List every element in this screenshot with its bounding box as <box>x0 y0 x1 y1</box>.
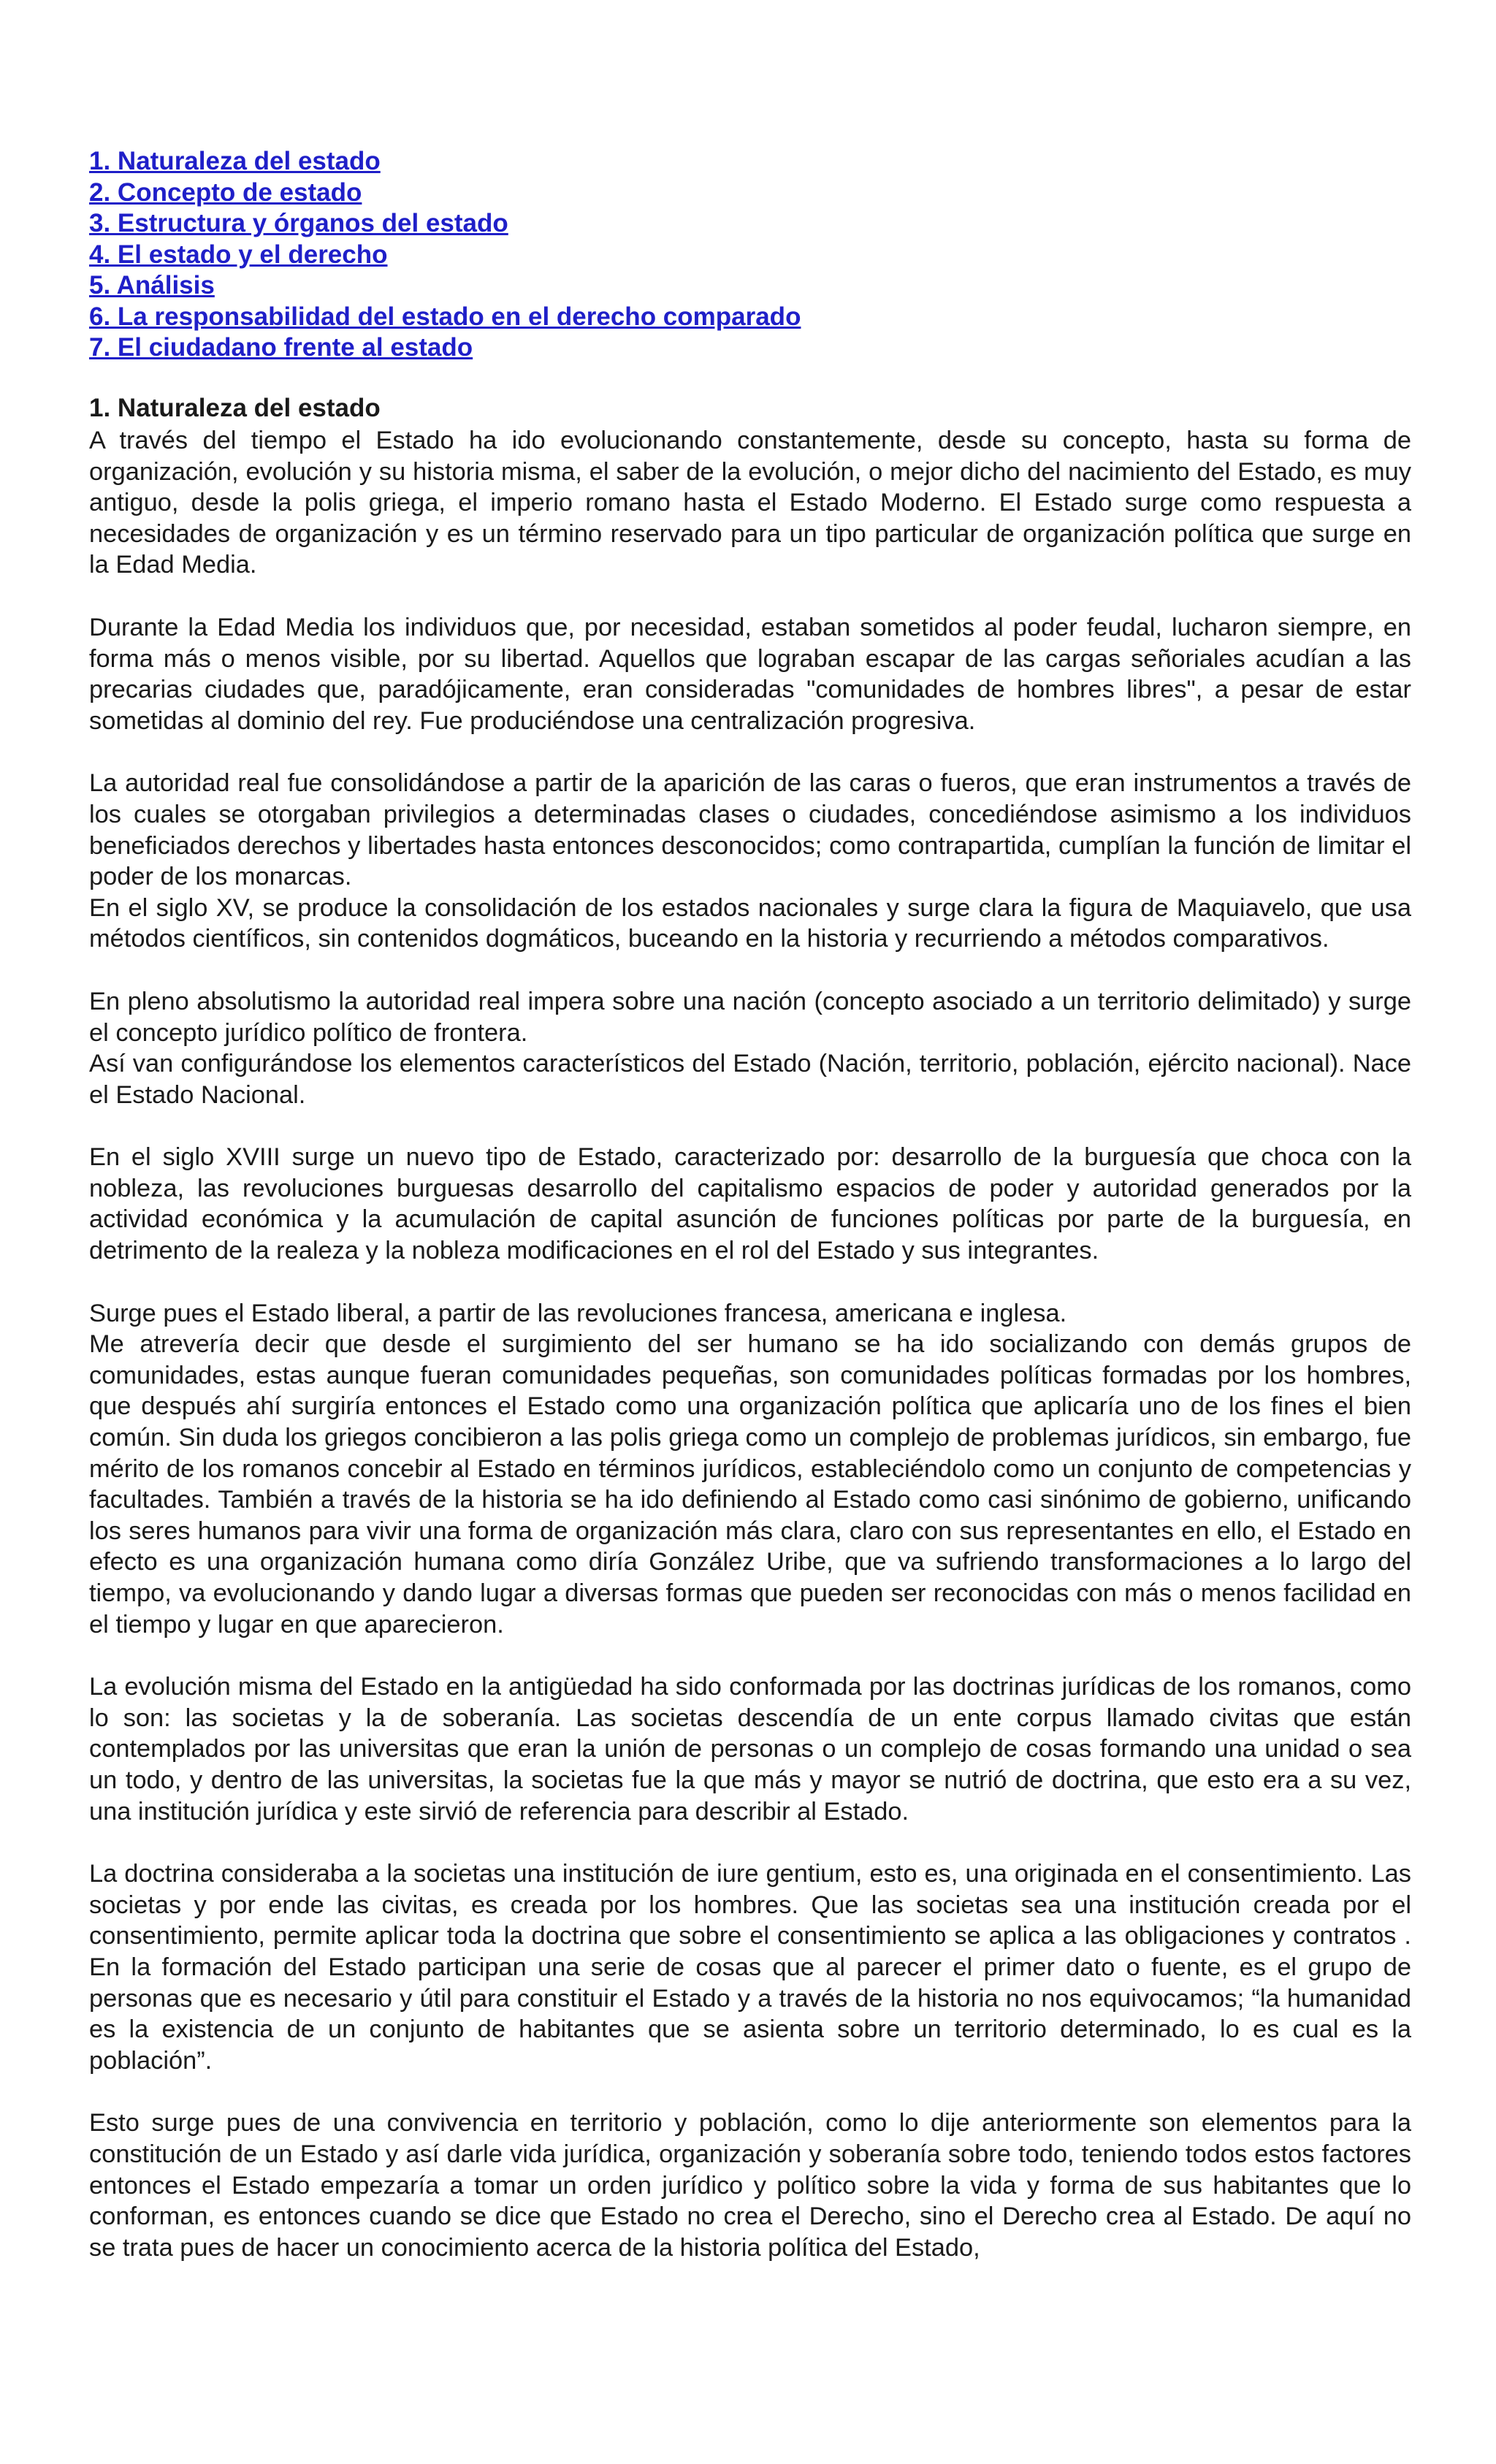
paragraph: A través del tiempo el Estado ha ido evolucionando constantemente, desde su concepto, hasta su forma de organización, evolución y su historia misma, el saber de la evolución, o mejor dicho del nacimiento del Estado, es muy antiguo, desde la polis griega, el imperio romano hasta el Estado Moderno. El Estado surge como respuesta a necesidades de organización y es un término reservado para un tipo particular de organización política que surge en la Edad Media. <box>89 427 1411 579</box>
toc-item-7 <box>89 332 1411 364</box>
toc-item-1 <box>89 146 1411 178</box>
toc-link-ciudadano[interactable]: 7. El ciudadano frente al estado <box>89 333 473 362</box>
toc-link-concepto[interactable]: 2. Concepto de estado <box>89 178 362 207</box>
toc-link-estructura[interactable]: 3. Estructura y órganos del estado <box>89 209 508 237</box>
toc-item-6 <box>89 302 1411 333</box>
toc-link-responsabilidad[interactable]: 6. La responsabilidad del estado en el derecho comparado <box>89 302 801 331</box>
paragraph: Así van configurándose los elementos característicos del Estado (Nación, territorio, población, ejército nacional). Nace el Estado Nacional. <box>89 1050 1411 1109</box>
paragraph: Durante la Edad Media los individuos que, por necesidad, estaban sometidos al poder feudal, lucharon siempre, en forma más o menos visible, por su libertad. Aquellos que lograban escapar de las cargas señoriales acudían a las precarias ciudades que, paradójicamente, eran consideradas "comunidades de hombres libres", a pesar de estar sometidas al dominio del rey. Fue produciéndose una centralización progresiva. <box>89 613 1411 735</box>
table-of-contents <box>89 146 1411 364</box>
paragraph: La evolución misma del Estado en la antigüedad ha sido conformada por las doctrinas jurídicas de los romanos, como lo son: las societas y la de soberanía. Las societas descendía de un ente corpus llamado civitas que están contemplados por las universitas que eran la unión de personas o un complejo de cosas formando una unidad o sea un todo, y dentro de las universitas, la societas fue la que más y mayor se nutrió de doctrina, que esto era a su vez, una institución jurídica y este sirvió de referencia para describir al Estado. <box>89 1673 1411 1826</box>
paragraph: Esto surge pues de una convivencia en territorio y población, como lo dije anteriormente son elementos para la constitución de un Estado y así darle vida jurídica, organización y soberanía sobre todo, teniendo todos estos factores entonces el Estado empezaría a tomar un orden jurídico y político sobre la vida y forma de sus habitantes que lo conforman, es entonces cuando se dice que Estado no crea el Derecho, sino el Derecho crea al Estado. De aquí no se trata pues de hacer un conocimiento acerca de la historia política del Estado, <box>89 2109 1411 2262</box>
toc-item-3 <box>89 208 1411 240</box>
paragraph: En pleno absolutismo la autoridad real impera sobre una nación (concepto asociado a un territorio delimitado) y surge el concepto jurídico político de frontera. <box>89 987 1411 1047</box>
paragraph: Me atrevería decir que desde el surgimiento del ser humano se ha ido socializando con demás grupos de comunidades, estas aunque fueran comunidades pequeñas, son comunidades políticas formadas por los hombres, que después ahí surgiría entonces el Estado como una organización política que aplicaría uno de los fines el bien común. Sin duda los griegos concibieron a las polis griega como un complejo de problemas jurídicos, sin embargo, fue mérito de los romanos concebir al Estado en términos jurídicos, estableciéndolo como un conjunto de competencias y facultades. También a través de la historia se ha ido definiendo al Estado como casi sinónimo de gobierno, unificando los seres humanos para vivir una forma de organización más clara, claro con sus representantes en ello, el Estado en efecto es una organización humana como diría González Uribe, que va sufriendo transformaciones a lo largo del tiempo, va evolucionando y dando lugar a diversas formas que pueden ser reconocidas con más o menos facilidad en el tiempo y lugar en que aparecieron. <box>89 1330 1411 1639</box>
paragraph: Surge pues el Estado liberal, a partir de las revoluciones francesa, americana e inglesa. <box>89 1299 1067 1327</box>
paragraph: En el siglo XVIII surge un nuevo tipo de Estado, caracterizado por: desarrollo de la burguesía que choca con la nobleza, las revoluciones burguesas desarrollo del capitalismo espacios de poder y autoridad generados por la actividad económica y la acumulación de capital asunción de funciones políticas por parte de la burguesía, en detrimento de la realeza y la nobleza modificaciones en el rol del Estado y sus integrantes. <box>89 1143 1411 1265</box>
paragraph: La autoridad real fue consolidándose a partir de la aparición de las caras o fueros, que eran instrumentos a través de los cuales se otorgaban privilegios a determinadas clases o ciudades, concediéndose asimismo a los individuos beneficiados derechos y libertades hasta entonces desconocidos; como contrapartida, cumplían la función de limitar el poder de los monarcas. <box>89 769 1411 891</box>
section-heading: 1. Naturaleza del estado <box>89 393 381 422</box>
document-page <box>89 146 1411 2263</box>
toc-link-naturaleza[interactable]: 1. Naturaleza del estado <box>89 147 381 175</box>
toc-link-estado-derecho[interactable]: 4. El estado y el derecho <box>89 240 388 269</box>
toc-item-4 <box>89 240 1411 271</box>
toc-link-analisis[interactable]: 5. Análisis <box>89 271 215 300</box>
toc-item-2 <box>89 178 1411 209</box>
toc-item-5 <box>89 270 1411 302</box>
paragraph: En el siglo XV, se produce la consolidación de los estados nacionales y surge clara la figura de Maquiavelo, que usa métodos científicos, sin contenidos dogmáticos, buceando en la historia y recurriendo a métodos comparativos. <box>89 893 1411 953</box>
paragraph: La doctrina consideraba a la societas una institución de iure gentium, esto es, una originada en el consentimiento. Las societas y por ende las civitas, es creada por los hombres. Que las societas sea una institución creada por el consentimiento, permite aplicar toda la doctrina que sobre el consentimiento se aplica a las obligaciones y contratos . En la formación del Estado participan una serie de cosas que al parecer el primer dato o fuente, es el grupo de personas que es necesario y útil para constituir el Estado y a través de la historia no nos equivocamos; “la humanidad es la existencia de un conjunto de habitantes que se asienta sobre un territorio determinado, lo es cual es la población”. <box>89 1860 1411 2075</box>
